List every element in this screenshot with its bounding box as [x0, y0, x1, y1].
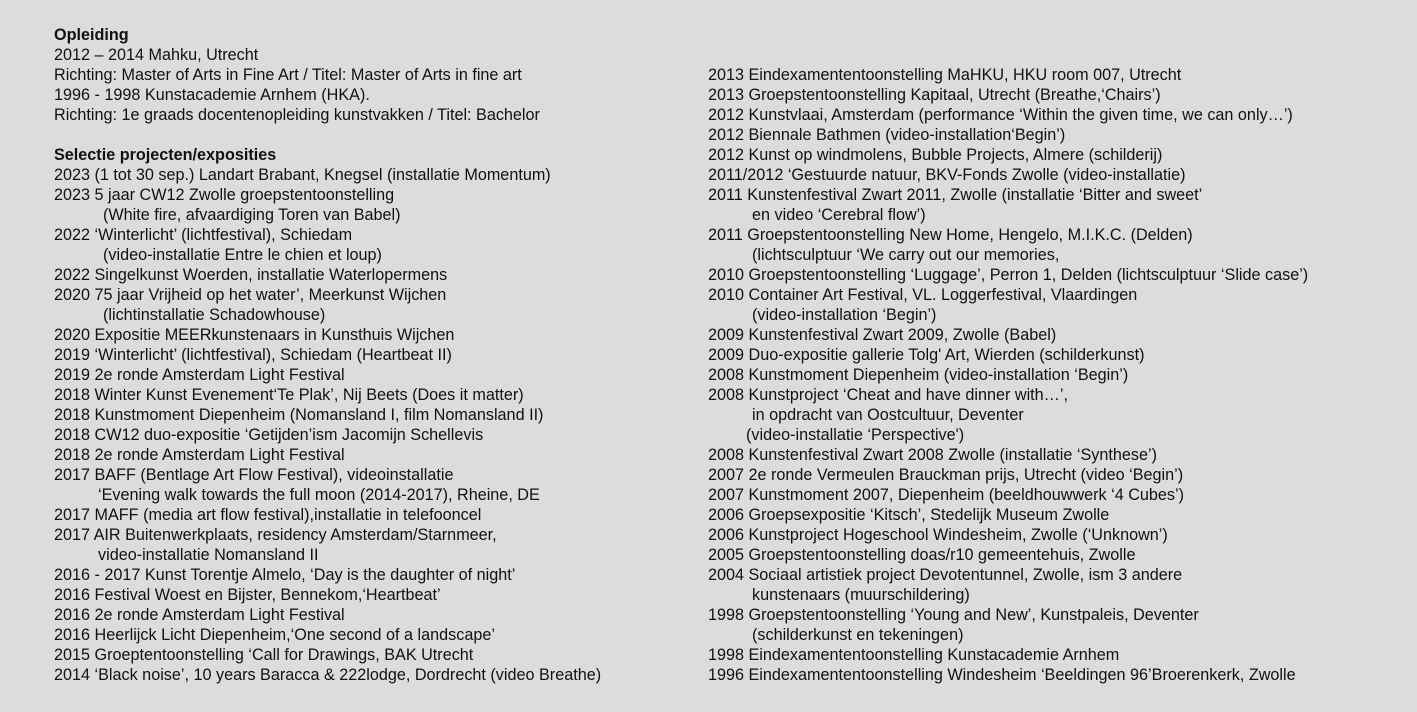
project-line: 2018 2e ronde Amsterdam Light Festival: [54, 446, 345, 464]
project-line: 2018 Kunstmoment Diepenheim (Nomansland I, film Nomansland II): [54, 406, 544, 424]
education-line: 1996 - 1998 Kunstacademie Arnhem (HKA).: [54, 86, 370, 104]
project-line: 2006 Kunstproject Hogeschool Windesheim, Zwolle (‘Unknown’): [708, 526, 1168, 544]
project-line: 2020 Expositie MEERkunstenaars in Kunsthuis Wijchen: [54, 326, 455, 344]
project-line: 2007 Kunstmoment 2007, Diepenheim (beeldhouwwerk ‘4 Cubes’): [708, 486, 1185, 504]
project-line: 2013 Eindexamententoonstelling MaHKU, HKU room 007, Utrecht: [708, 66, 1182, 84]
project-line: 2022 ‘Winterlicht’ (lichtfestival), Schiedam: [54, 226, 353, 244]
project-line: 2015 Groeptentoonstelling ‘Call for Drawings, BAK Utrecht: [54, 646, 474, 664]
education-line: 2012 – 2014 Mahku, Utrecht: [54, 46, 259, 64]
project-line: 2018 Winter Kunst Evenement‘Te Plak’, Nij Beets (Does it matter): [54, 386, 524, 404]
project-line: 2017 BAFF (Bentlage Art Flow Festival), videoinstallatie: [54, 466, 454, 484]
section-spacer: [54, 125, 694, 145]
project-line: 2007 2e ronde Vermeulen Brauckman prijs, Utrecht (video ‘Begin’): [708, 466, 1184, 484]
project-line: 2017 AIR Buitenwerkplaats, residency Amsterdam/Starnmeer,: [54, 526, 497, 544]
education-line: Richting: Master of Arts in Fine Art / Titel: Master of Arts in fine art: [54, 66, 522, 84]
project-line: 2010 Container Art Festival, VL. Loggerfestival, Vlaardingen: [708, 286, 1138, 304]
project-line-continued: (video-installatie Entre le chien et loup): [103, 246, 382, 264]
project-line-continued: (White fire, afvaardiging Toren van Babel): [103, 206, 401, 224]
project-line-continued: (video-installation ‘Begin’): [752, 306, 937, 324]
project-line: 2019 2e ronde Amsterdam Light Festival: [54, 366, 345, 384]
education-heading: Opleiding: [54, 26, 129, 44]
project-line: 1996 Eindexamententoonstelling Windesheim ‘Beeldingen 96’Broerenkerk, Zwolle: [708, 666, 1296, 684]
project-line: 2005 Groepstentoonstelling doas/r10 gemeentehuis, Zwolle: [708, 546, 1136, 564]
project-line: 2012 Biennale Bathmen (video-installation‘Begin’): [708, 126, 1066, 144]
project-line-continued: ‘Evening walk towards the full moon (2014-2017), Rheine, DE: [98, 486, 540, 504]
project-line-continued: kunstenaars (muurschildering): [752, 586, 970, 604]
project-line: 2018 CW12 duo-expositie ‘Getijden’ism Jacomijn Schellevis: [54, 426, 484, 444]
left-column: [54, 25, 694, 685]
project-line-continued: (schilderkunst en tekeningen): [752, 626, 964, 644]
project-line: 2013 Groepstentoonstelling Kapitaal, Utrecht (Breathe,‘Chairs’): [708, 86, 1161, 104]
project-line: 2016 Heerlijck Licht Diepenheim,‘One second of a landscape’: [54, 626, 495, 644]
project-line-continued: (video-installatie ‘Perspective'): [746, 426, 965, 444]
project-line-continued: en video ‘Cerebral flow’): [752, 206, 926, 224]
project-line: 2010 Groepstentoonstelling ‘Luggage’, Perron 1, Delden (lichtsculptuur ‘Slide case’): [708, 266, 1309, 284]
project-line: 2016 Festival Woest en Bijster, Bennekom,‘Heartbeat’: [54, 586, 441, 604]
project-line: 2023 (1 tot 30 sep.) Landart Brabant, Knegsel (installatie Momentum): [54, 166, 551, 184]
project-line: 2016 2e ronde Amsterdam Light Festival: [54, 606, 345, 624]
project-line: 2014 ‘Black noise’, 10 years Baracca & 222lodge, Dordrecht (video Breathe): [54, 666, 602, 684]
projects-heading: Selectie projecten/exposities: [54, 146, 277, 164]
project-line: 2017 MAFF (media art flow festival),installatie in telefooncel: [54, 506, 482, 524]
project-line: 2011/2012 ‘Gestuurde natuur, BKV-Fonds Zwolle (video-installatie): [708, 166, 1186, 184]
project-line: 1998 Groepstentoonstelling ‘Young and New’, Kunstpaleis, Deventer: [708, 606, 1199, 624]
project-line: 2019 ‘Winterlicht’ (lichtfestival), Schiedam (Heartbeat II): [54, 346, 452, 364]
project-line: 2023 5 jaar CW12 Zwolle groepstentoonstelling: [54, 186, 395, 204]
right-column: [708, 65, 1408, 685]
project-line: 2012 Kunstvlaai, Amsterdam (performance ‘Within the given time, we can only…’): [708, 106, 1293, 124]
project-line: 2008 Kunstmoment Diepenheim (video-installation ‘Begin’): [708, 366, 1129, 384]
project-line: 2012 Kunst op windmolens, Bubble Projects, Almere (schilderij): [708, 146, 1163, 164]
project-line: 2009 Kunstenfestival Zwart 2009, Zwolle (Babel): [708, 326, 1057, 344]
project-line: 2011 Kunstenfestival Zwart 2011, Zwolle (installatie ‘Bitter and sweet’: [708, 186, 1203, 204]
project-line: 2011 Groepstentoonstelling New Home, Hengelo, M.I.K.C. (Delden): [708, 226, 1193, 244]
project-line: 2022 Singelkunst Woerden, installatie Waterlopermens: [54, 266, 448, 284]
project-line: 2004 Sociaal artistiek project Devotentunnel, Zwolle, ism 3 andere: [708, 566, 1183, 584]
project-line-continued: video-installatie Nomansland II: [98, 546, 319, 564]
education-line: Richting: 1e graads docentenopleiding kunstvakken / Titel: Bachelor: [54, 106, 540, 124]
project-line: 2020 75 jaar Vrijheid op het water’, Meerkunst Wijchen: [54, 286, 447, 304]
project-line: 2009 Duo-expositie gallerie Tolg' Art, Wierden (schilderkunst): [708, 346, 1145, 364]
project-line: 1998 Eindexamententoonstelling Kunstacademie Arnhem: [708, 646, 1120, 664]
project-line-continued: (lichtsculptuur ‘We carry out our memories,: [752, 246, 1060, 264]
project-line-continued: in opdracht van Oostcultuur, Deventer: [752, 406, 1024, 424]
project-line: 2008 Kunstenfestival Zwart 2008 Zwolle (installatie ‘Synthese’): [708, 446, 1157, 464]
project-line: 2006 Groepsexpositie ‘Kitsch’, Stedelijk Museum Zwolle: [708, 506, 1110, 524]
project-line: 2008 Kunstproject ‘Cheat and have dinner with…’,: [708, 386, 1068, 404]
project-line-continued: (lichtinstallatie Schadowhouse): [103, 306, 326, 324]
project-line: 2016 - 2017 Kunst Torentje Almelo, ‘Day is the daughter of night’: [54, 566, 516, 584]
